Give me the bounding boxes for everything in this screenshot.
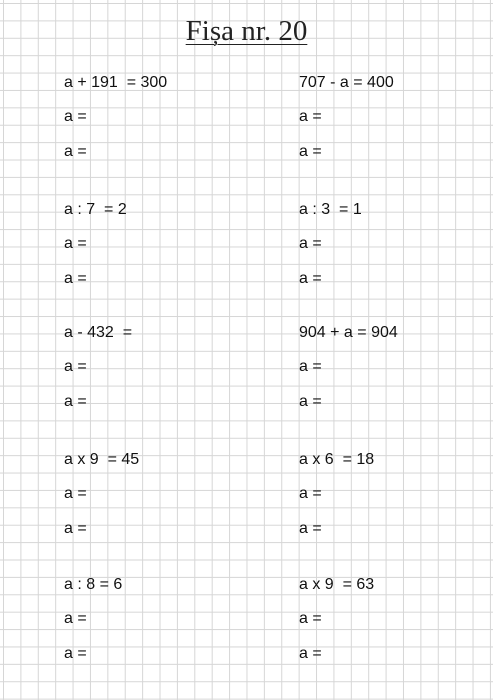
answer-step-1: a = (64, 235, 87, 252)
equation: a + 191 = 300 (64, 74, 168, 91)
answer-step-2: a = (64, 393, 87, 410)
equation: a : 8 = 6 (64, 576, 123, 593)
answer-step-2: a = (64, 645, 87, 662)
answer-step-1: a = (64, 485, 87, 502)
answer-step-1: a = (299, 235, 322, 252)
answer-step-2: a = (299, 270, 322, 287)
equation: 707 - a = 400 (299, 74, 394, 91)
answer-step-1: a = (299, 108, 322, 125)
answer-step-2: a = (64, 270, 87, 287)
answer-step-1: a = (299, 610, 322, 627)
equation: a x 6 = 18 (299, 451, 375, 468)
answer-step-1: a = (299, 485, 322, 502)
answer-step-2: a = (299, 520, 322, 537)
equation: a x 9 = 45 (64, 451, 140, 468)
answer-step-2: a = (299, 645, 322, 662)
answer-step-2: a = (299, 143, 322, 160)
equation: a - 432 = (64, 324, 133, 341)
answer-step-1: a = (64, 358, 87, 375)
answer-step-2: a = (64, 143, 87, 160)
answer-step-1: a = (64, 108, 87, 125)
equation: 904 + a = 904 (299, 324, 398, 341)
equation: a x 9 = 63 (299, 576, 375, 593)
answer-step-1: a = (64, 610, 87, 627)
answer-step-2: a = (299, 393, 322, 410)
equation: a : 3 = 1 (299, 201, 362, 218)
equation: a : 7 = 2 (64, 201, 127, 218)
worksheet-title: Fișa nr. 20 (185, 15, 308, 47)
answer-step-1: a = (299, 358, 322, 375)
answer-step-2: a = (64, 520, 87, 537)
